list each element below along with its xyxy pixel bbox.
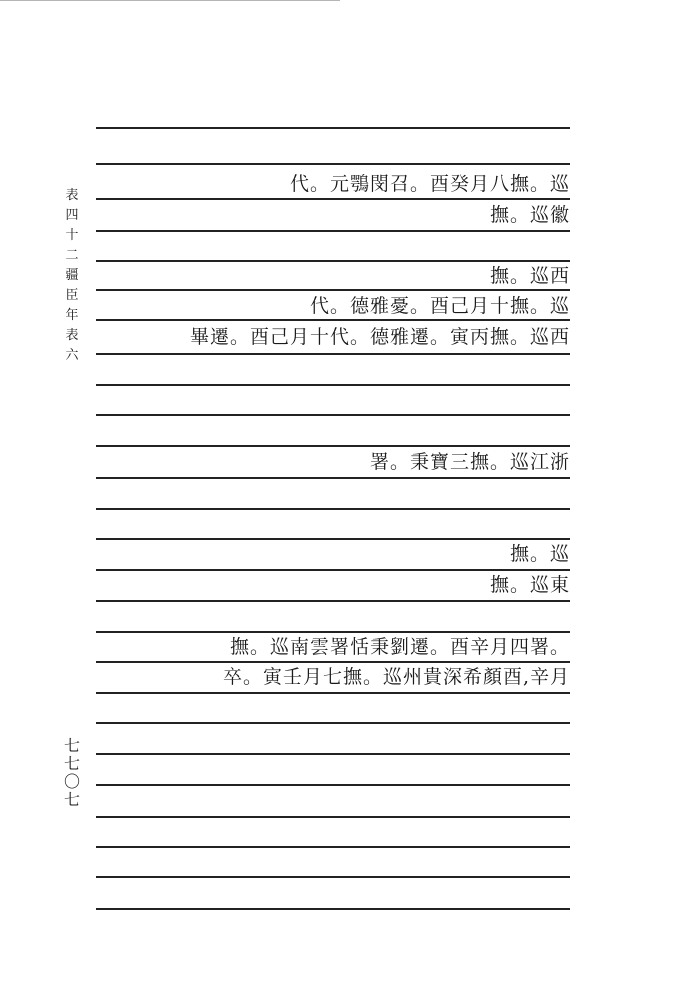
table-row-text: 撫。巡東 bbox=[489, 574, 570, 596]
table-rule bbox=[96, 876, 570, 878]
table-rule bbox=[96, 230, 570, 232]
table-rule bbox=[96, 414, 570, 416]
scan-edge-line bbox=[0, 0, 340, 1]
table-rule bbox=[96, 198, 570, 200]
table-row-text: 撫。巡南雲署恬秉劉遷。酉辛月四署。 bbox=[229, 636, 570, 658]
table-row-text: 撫。巡徽 bbox=[489, 204, 570, 226]
table-row-text: 署。秉寶三撫。巡江浙 bbox=[369, 451, 570, 473]
table-rule bbox=[96, 508, 570, 510]
table-row-text: 撫。巡西 bbox=[489, 265, 570, 287]
table-rule bbox=[96, 661, 570, 663]
table-rule bbox=[96, 384, 570, 386]
table-rule bbox=[96, 722, 570, 724]
table-rule bbox=[96, 127, 570, 129]
table-rule bbox=[96, 319, 570, 321]
table-row-text: 代。德雅憂。酉己月十撫。巡 bbox=[309, 295, 570, 317]
table-rule bbox=[96, 445, 570, 447]
table-rule bbox=[96, 631, 570, 633]
table-rule bbox=[96, 846, 570, 848]
table-rule bbox=[96, 816, 570, 818]
table-rule bbox=[96, 692, 570, 694]
table-row-text: 撫。巡 bbox=[509, 543, 570, 565]
table-rule bbox=[96, 538, 570, 540]
running-title: 表四十二 疆臣年表六 bbox=[65, 188, 83, 363]
table-rule bbox=[96, 289, 570, 291]
table-rule bbox=[96, 477, 570, 479]
table-rule bbox=[96, 753, 570, 755]
table-row-text: 畢遷。酉己月十代。德雅遷。寅丙撫。巡西 bbox=[189, 326, 570, 348]
table-row-text: 卒。寅壬月七撫。巡州貴深希顏酉,辛月 bbox=[222, 666, 570, 688]
page-number: 七七〇七 bbox=[63, 736, 80, 809]
table-rule bbox=[96, 163, 570, 165]
table-rule bbox=[96, 600, 570, 602]
table-rule bbox=[96, 260, 570, 262]
table-rule bbox=[96, 569, 570, 571]
table-rule bbox=[96, 908, 570, 910]
table-rule bbox=[96, 784, 570, 786]
table-rule bbox=[96, 353, 570, 355]
table-row-text: 代。元鶚閔召。酉癸月八撫。巡 bbox=[289, 173, 570, 195]
